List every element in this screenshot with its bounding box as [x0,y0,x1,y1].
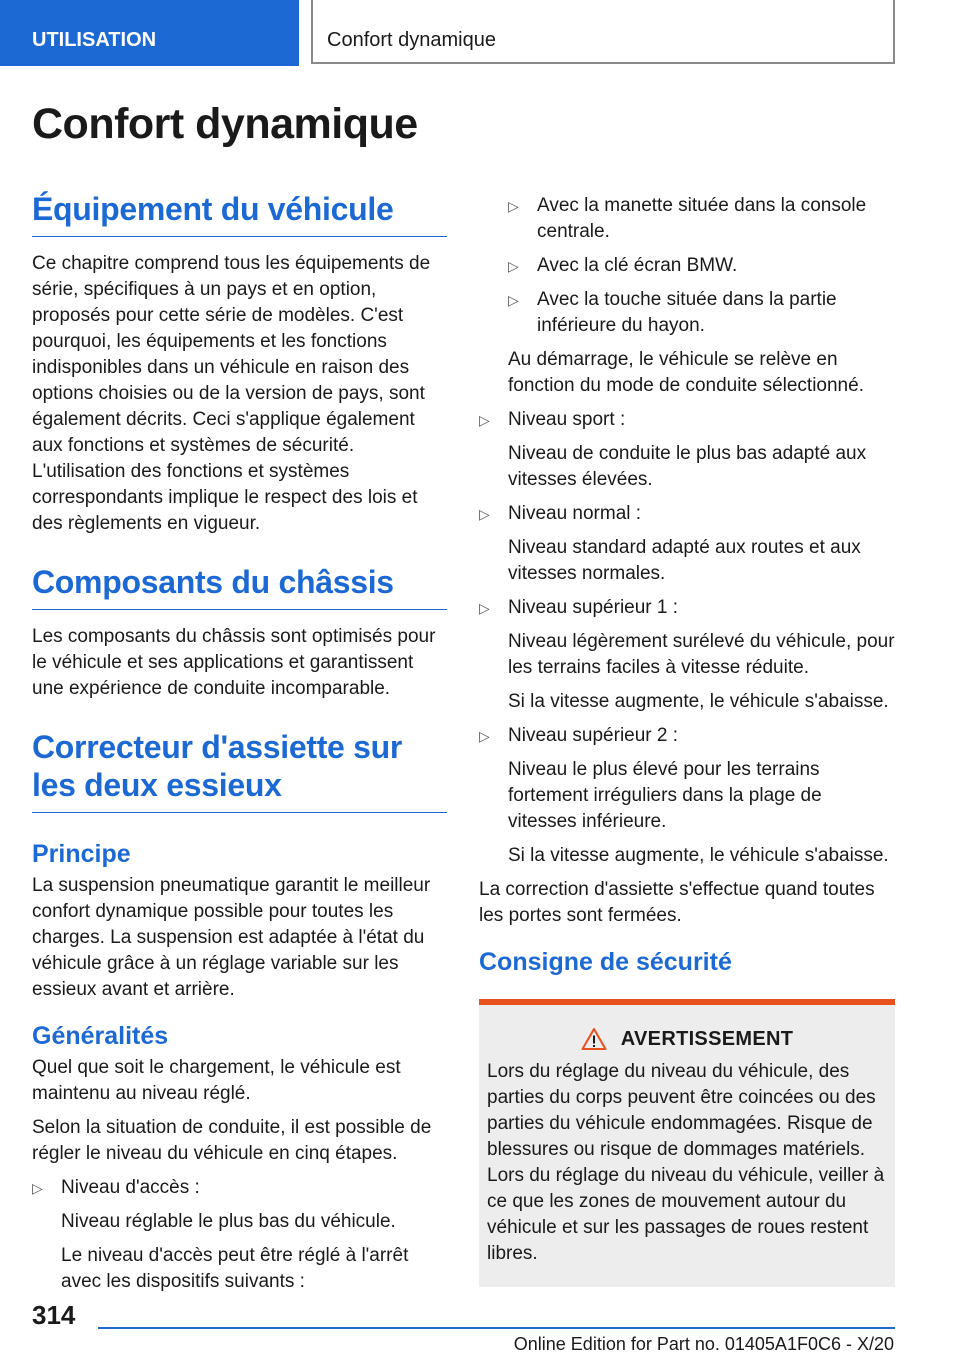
list-item-description: Niveau réglable le plus bas du véhicule. [61,1211,396,1232]
footer-edition: Online Edition for Part no. 01405A1F0C6 - X/20 [513,1334,894,1354]
nested-list-item [508,287,895,339]
heading-composants: Composants du châssis [32,563,447,610]
list-item-description: Niveau légèrement surélevé du véhicule, pour les terrains faciles à vitesse réduite. [508,631,895,678]
section-tab: UTILISATION [0,0,299,66]
list-item-label: Niveau sport : [508,409,626,430]
heading-generalites: Généralités [32,1022,169,1050]
heading-correcteur: Correcteur d'assiette sur les deux essieux [32,728,447,813]
list-item-label: Niveau supérieur 2 : [508,725,679,746]
list-item-description: Le niveau d'accès peut être réglé à l'arrêt avec les dispositifs suivants : [61,1245,409,1292]
warning-text: Lors du réglage du niveau du véhicule, des parties du corps peuvent être coincées ou des parties du véhicule endommagées. Risque de blessures ou risque de dommages matériels. Lors du réglage du niveau du véhicule, veiller à ce que les zones de mouvement autour du véhicule et sur les passages de roues restent libres. [487,1061,885,1264]
paragraph-equipement: Ce chapitre comprend tous les équipements de série, spécifiques à un pays et en option, proposés pour cette série de modèles. C'est pourquoi, les équipements et les fonctions indisponibles dans un véhicule en raison des options choisies ou de la version de pays, sont également décrits. Ceci s'applique également aux fonctions et systèmes de sécurité. L'utilisation des fonctions et systèmes correspondants implique le respect des lois et des règlements en vigueur. [32,253,431,534]
nested-list-item [508,193,895,245]
heading-consigne-securite: Consigne de sécurité [479,948,732,976]
triangle-bullet-icon: ▷ [479,600,490,616]
warning-triangle-icon [581,1027,607,1051]
list-item-niveau-sport [479,407,895,433]
list-item-label: Niveau d'accès : [61,1177,200,1198]
warning-title: AVERTISSEMENT [620,1027,794,1050]
list-item-label: Avec la touche située dans la partie inférieure du hayon. [537,289,837,336]
triangle-bullet-icon: ▷ [32,1180,43,1196]
left-column [32,190,447,1303]
triangle-bullet-icon: ▷ [479,728,490,744]
list-item-label: Niveau supérieur 1 : [508,597,679,618]
list-item-description: Au démarrage, le véhicule se relève en fonction du mode de conduite sélectionné. [508,349,864,396]
page-title: Confort dynamique [32,100,418,148]
paragraph-composants: Les composants du châssis sont optimisés pour le véhicule et ses applications et garantissent une expérience de conduite incomparable. [32,626,436,699]
list-item-description: Niveau standard adapté aux routes et aux vitesses normales. [508,537,861,584]
list-item-label: Avec la manette située dans la console centrale. [537,195,867,242]
list-item-description: Si la vitesse augmente, le véhicule s'abaisse. [508,845,889,866]
list-item-niveau-acces [32,1175,447,1201]
paragraph-generalites-2: Selon la situation de conduite, il est possible de régler le niveau du véhicule en cinq étapes. [32,1117,432,1164]
list-item-description: Niveau de conduite le plus bas adapté aux vitesses élevées. [508,443,867,490]
list-item-niveau-superieur-1 [479,595,895,621]
nested-list-item [508,253,895,279]
warning-header [487,1027,887,1051]
list-item-niveau-superieur-2 [479,723,895,749]
list-item-niveau-normal [479,501,895,527]
triangle-bullet-icon: ▷ [479,412,490,428]
triangle-bullet-icon: ▷ [479,506,490,522]
page-header [0,0,960,66]
paragraph-principe: La suspension pneumatique garantit le meilleur confort dynamique possible pour toutes les charges. La suspension est adaptée à l'état du véhicule grâce à un réglage variable sur les essieux avant et arrière. [32,875,431,1000]
warning-box [479,999,895,1287]
page-number: 314 [32,1300,76,1330]
footer-divider [98,1327,895,1329]
heading-equipement: Équipement du véhicule [32,190,447,237]
triangle-bullet-icon: ▷ [508,258,519,274]
triangle-bullet-icon: ▷ [508,198,519,214]
paragraph-generalites-1: Quel que soit le chargement, le véhicule est maintenu au niveau réglé. [32,1057,401,1104]
list-item-label: Niveau normal : [508,503,642,524]
heading-principe: Principe [32,840,131,868]
list-item-label: Avec la clé écran BMW. [537,255,738,276]
list-item-description: Si la vitesse augmente, le véhicule s'abaisse. [508,691,889,712]
paragraph-correction: La correction d'assiette s'effectue quand toutes les portes sont fermées. [479,879,875,926]
triangle-bullet-icon: ▷ [508,292,519,308]
page-topic-tab: Confort dynamique [311,0,895,64]
list-item-description: Niveau le plus élevé pour les terrains fortement irréguliers dans la plage de vitesses inférieure. [508,759,822,832]
right-column [479,193,895,1287]
